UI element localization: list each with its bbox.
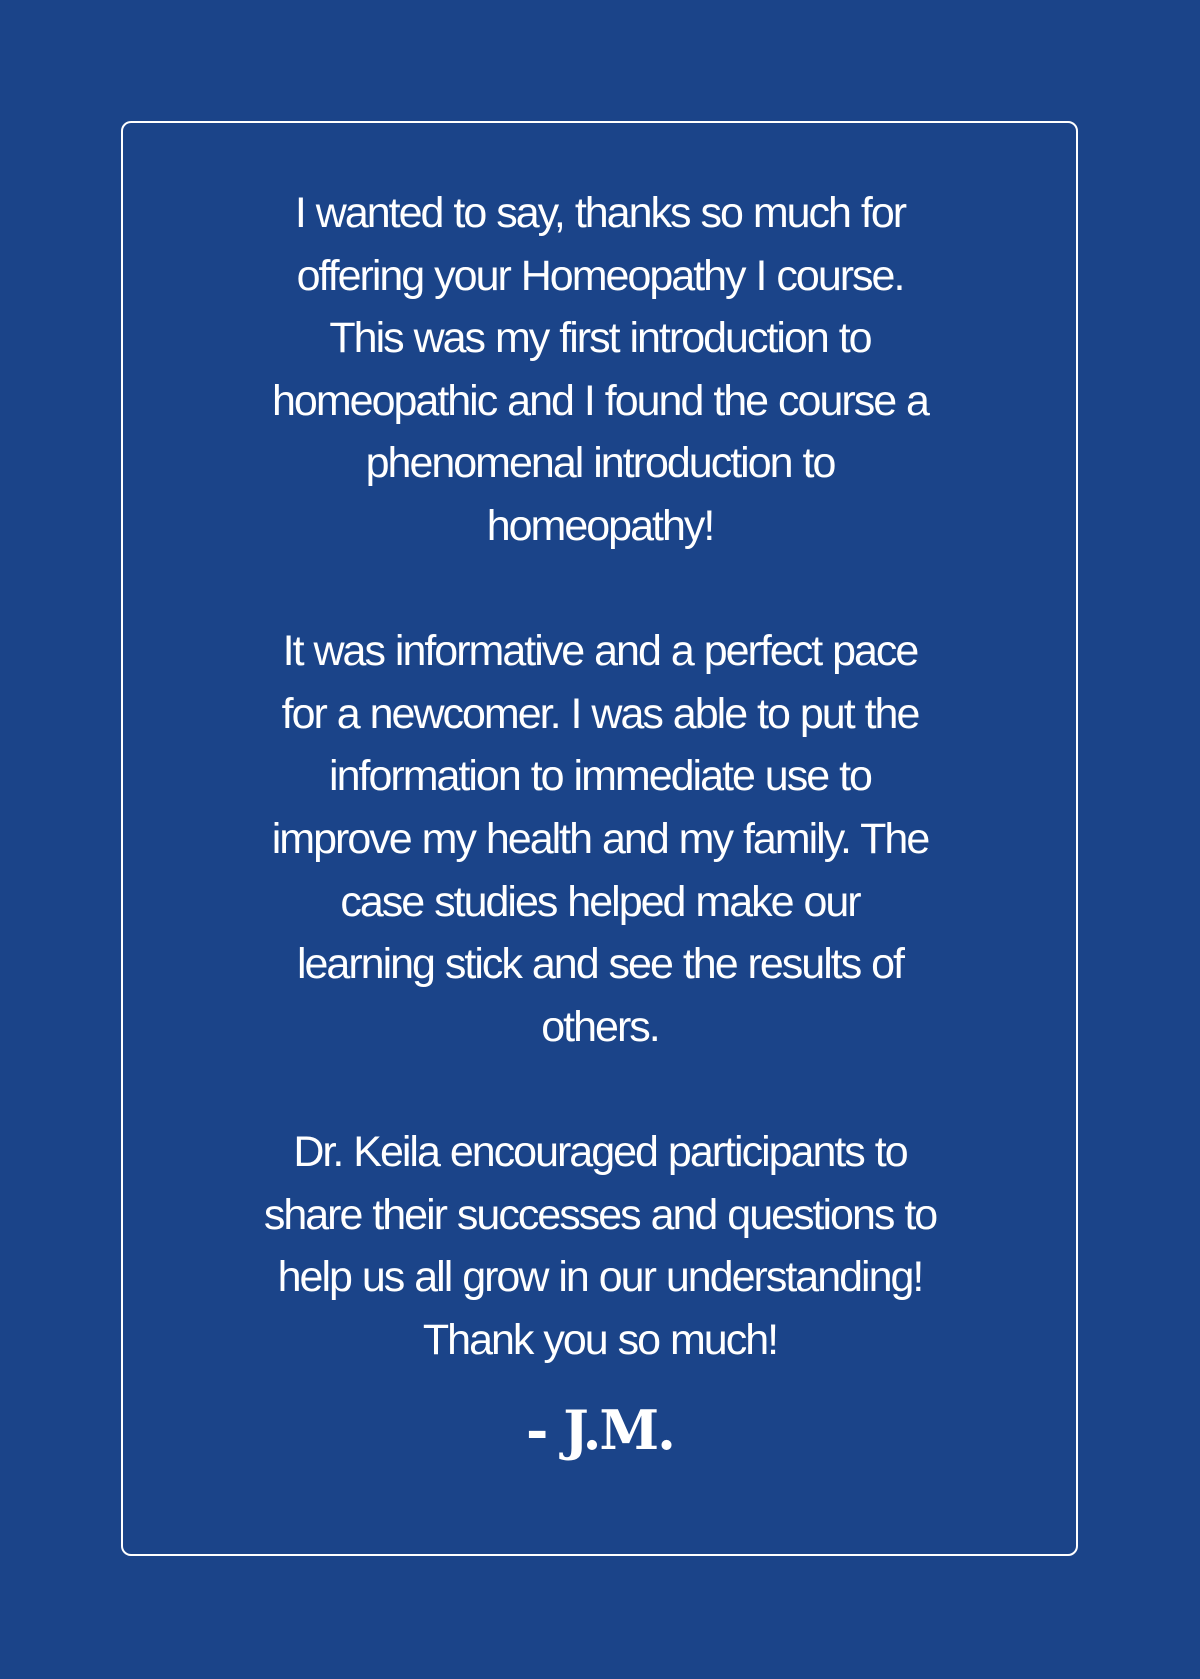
testimonial-paragraph-2: It was informative and a perfect pace for a newcomer. I was able to put the information to immediate use to improve my health and my family. The case studies helped make our learning stick and see the results of others.: [271, 627, 929, 1051]
testimonial-text: [218, 182, 982, 1371]
testimonial-paragraph-1: I wanted to say, thanks so much for offering your Homeopathy I course. This was my first introduction to homeopathic and I found the course a phenomenal introduction to homeopathy!: [272, 189, 928, 550]
testimonial-paragraph-3: Dr. Keila encouraged participants to share their successes and questions to help us all grow in our understanding! Thank you so much!: [263, 1127, 937, 1364]
testimonial-signature: - J.M.: [526, 1398, 674, 1462]
